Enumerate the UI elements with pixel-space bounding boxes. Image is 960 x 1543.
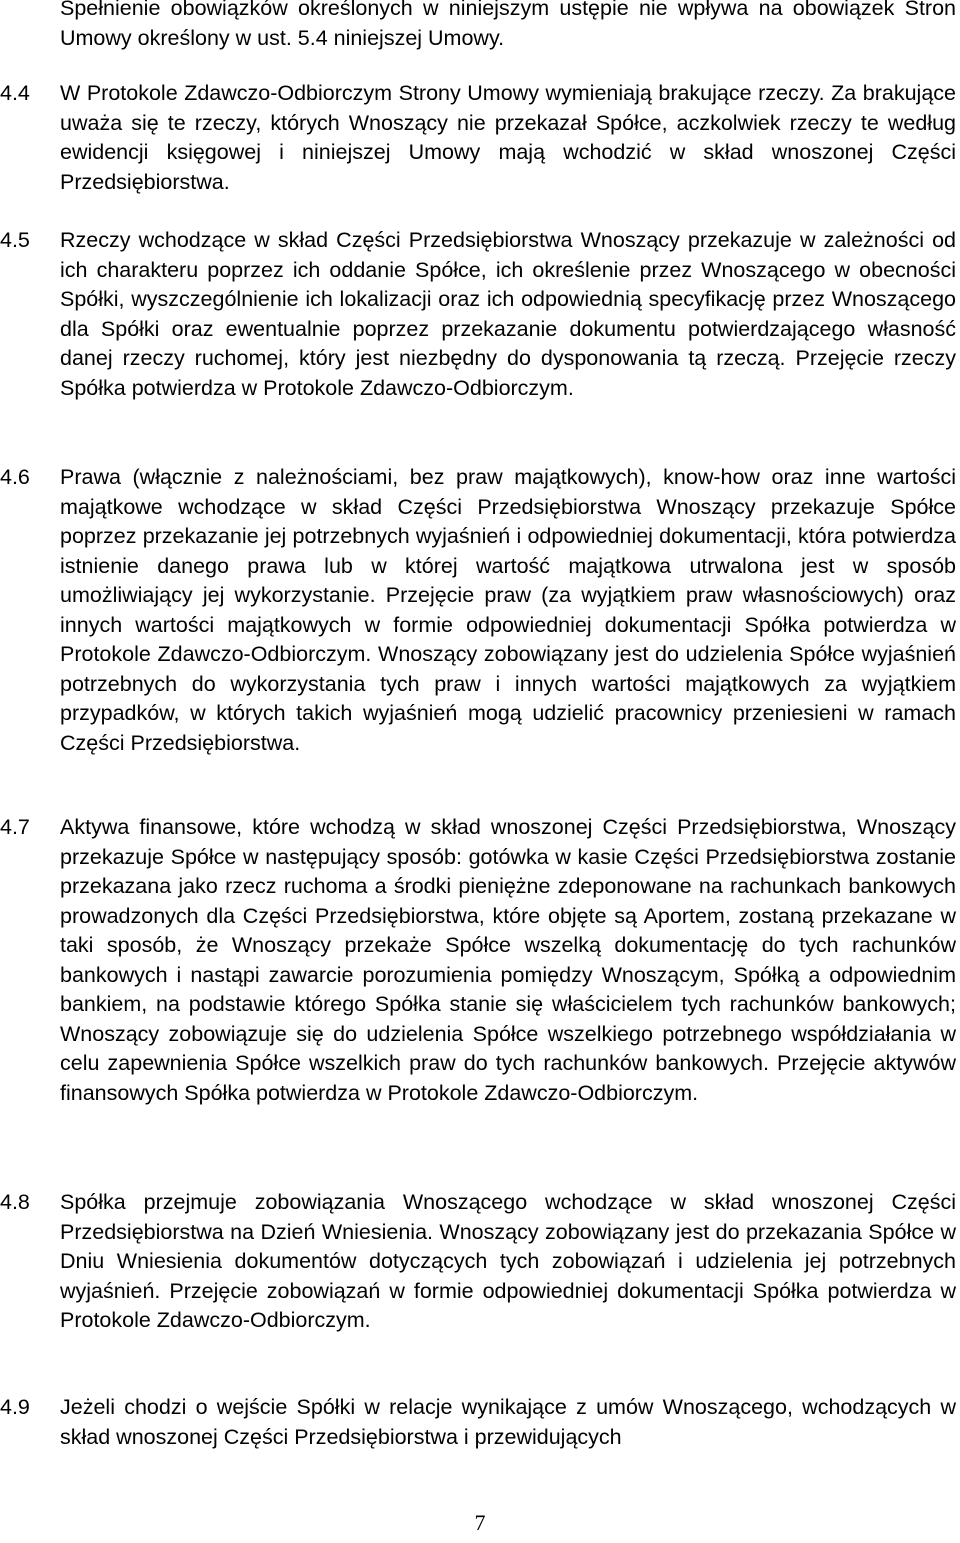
clause-text-4-9: Jeżeli chodzi o wejście Spółki w relacje wynikające z umów Wnoszącego, wchodzących w skład wnoszonej Części Przedsiębiorstwa i przewidujących [60,1395,956,1449]
page-number: 7 [474,1510,486,1535]
clause-text-4-8: Spółka przejmuje zobowiązania Wnoszącego wchodzące w skład wnoszonej Części Przedsiębiorstwa na Dzień Wniesienia. Wnoszący zobowiązany jest do przekazania Spółce w Dniu Wniesienia dokumentów dotyczących tych zobowiązań i udzielenia jej potrzebnych wyjaśnień. Przejęcie zobowiązań w formie odpowiedniej dokumentacji Spółka potwierdza w Protokole Zdawczo-Odbiorczym. [60,1190,956,1332]
clause-text-4-4: W Protokole Zdawczo-Odbiorczym Strony Umowy wymieniają brakujące rzeczy. Za brakujące uważa się te rzeczy, których Wnoszący nie przekazał Spółce, aczkolwiek rzeczy te według ewidencji księgowej i niniejszej Umowy mają wchodzić w skład wnoszonej Części Przedsiębiorstwa. [60,81,956,194]
clause-text-4-6: Prawa (włącznie z należnościami, bez praw majątkowych), know-how oraz inne wartości majątkowe wchodzące w skład Części Przedsiębiorstwa Wnoszący przekazuje Spółce poprzez przekazanie jej potrzebnych wyjaśnień i odpowiedniej dokumentacji, która potwierdza istnienie danego prawa lub w której wartość majątkowa utrwalona jest w sposób umożliwiający jej wykorzystanie. Przejęcie praw (za wyjątkiem praw własnościowych) oraz innych wartości majątkowych w formie odpowiedniej dokumentacji Spółka potwierdza w Protokole Zdawczo-Odbiorczym. Wnoszący zobowiązany jest do udzielenia Spółce wyjaśnień potrzebnych do wykorzystania tych praw i innych wartości majątkowych za wyjątkiem przypadków, w których takich wyjaśnień mogą udzielić pracownicy przeniesieni w ramach Części Przedsiębiorstwa. [60,465,956,755]
clause-number-4-6: 4.6 [0,465,30,489]
clause-number-4-7: 4.7 [0,815,30,839]
clause-number-4-5: 4.5 [0,228,30,252]
continuation-paragraph: Spełnienie obowiązków określonych w niniejszym ustępie nie wpływa na obowiązek Stron Umowy określony w ust. 5.4 niniejszej Umowy. [60,0,956,50]
clause-number-4-4: 4.4 [0,81,30,105]
clause-text-4-7: Aktywa finansowe, które wchodzą w skład wnoszonej Części Przedsiębiorstwa, Wnoszący przekazuje Spółce w następujący sposób: gotówka w kasie Części Przedsiębiorstwa zostanie przekazana jako rzecz ruchoma a środki pieniężne zdeponowane na rachunkach bankowych prowadzonych dla Części Przedsiębiorstwa, które objęte są Aportem, zostaną przekazane w taki sposób, że Wnoszący przekaże Spółce wszelką dokumentację do tych rachunków bankowych i nastąpi zawarcie porozumienia pomiędzy Wnoszącym, Spółką a odpowiednim bankiem, na podstawie którego Spółka stanie się właścicielem tych rachunków bankowych; Wnoszący zobowiązuje się do udzielenia Spółce wszelkiego potrzebnego współdziałania w celu zapewnienia Spółce wszelkich praw do tych rachunków bankowych. Przejęcie aktywów finansowych Spółka potwierdza w Protokole Zdawczo-Odbiorczym. [60,815,956,1105]
clause-text-4-5: Rzeczy wchodzące w skład Części Przedsiębiorstwa Wnoszący przekazuje w zależności od ich charakteru poprzez ich oddanie Spółce, ich określenie przez Wnoszącego w obecności Spółki, wyszczególnienie ich lokalizacji oraz ich odpowiednią specyfikację przez Wnoszącego dla Spółki oraz ewentualnie poprzez przekazanie dokumentu potwierdzającego własność danej rzeczy ruchomej, który jest niezbędny do dysponowania tą rzeczą. Przejęcie rzeczy Spółka potwierdza w Protokole Zdawczo-Odbiorczym. [60,228,956,400]
clause-number-4-9: 4.9 [0,1395,30,1419]
clause-number-4-8: 4.8 [0,1190,30,1214]
